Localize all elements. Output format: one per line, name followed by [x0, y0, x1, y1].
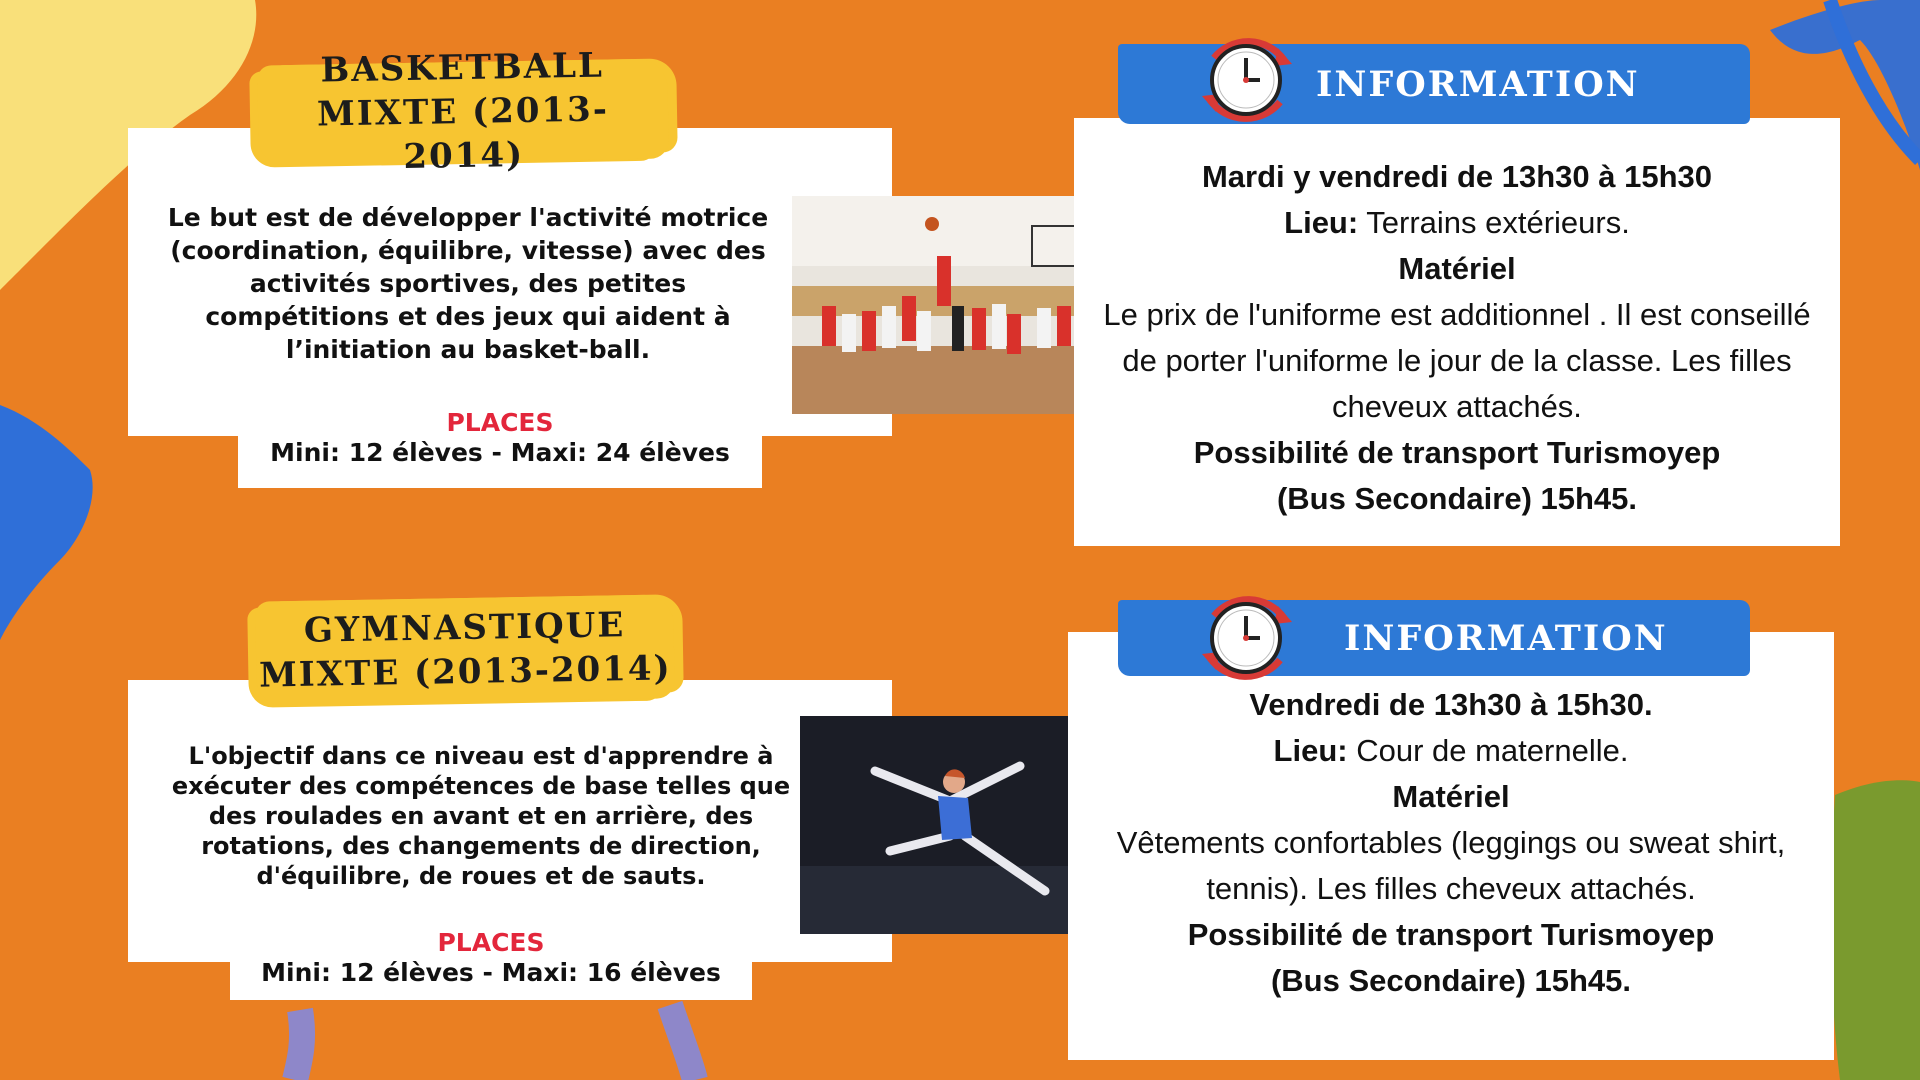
basketball-title-line1: BASKETBALL	[320, 45, 605, 91]
gymnastics-title-line1: GYMNASTIQUE	[303, 605, 626, 651]
gymnastics-info-body	[1068, 682, 1834, 1004]
basketball-info-header-label: INFORMATION	[1316, 63, 1640, 105]
gymnastics-title-banner	[255, 594, 675, 705]
basketball-places-box	[238, 404, 762, 488]
gymnastics-lieu-label: Lieu:	[1273, 733, 1348, 768]
basketball-transport-line1: Possibilité de transport Turismoyep	[1193, 435, 1721, 470]
basketball-info-card	[1074, 118, 1840, 546]
gymnastics-clock-icon	[1196, 588, 1296, 688]
gymnastics-description: L'objectif dans ce niveau est d'apprendre à exécuter des compétences de base telles que des roulades en avant et en arrière, des rotations, des changements de direction, d'équilibre, de roues et de sauts.	[171, 742, 791, 890]
gymnastics-transport-line1: Possibilité de transport Turismoyep	[1187, 917, 1715, 952]
basketball-lieu-value: Terrains extérieurs.	[1358, 205, 1630, 240]
gymnastics-lieu-value: Cour de maternelle.	[1347, 733, 1629, 768]
gymnastics-info-card	[1068, 632, 1834, 1060]
basketball-photo	[792, 196, 1110, 414]
gymnastics-title-line2: MIXTE (2013-2014)	[258, 648, 672, 696]
gymnastics-lieu	[1108, 728, 1794, 774]
basketball-schedule: Mardi y vendredi de 13h30 à 15h30	[1201, 159, 1713, 194]
gymnastics-places-label: PLACES	[437, 928, 545, 957]
lavender-stroke-right	[670, 1005, 695, 1080]
basketball-materiel-label: Matériel	[1398, 251, 1516, 286]
gymnastics-materiel-text: Vêtements confortables (leggings ou sweat shirt, tennis). Les filles cheveux attachés.	[1116, 825, 1786, 906]
basketball-description: Le but est de développer l'activité motrice (coordination, équilibre, vitesse) avec des activités sportives, des petites compétitions et des jeux qui aident à l’initiation au basket-ball.	[167, 203, 769, 364]
gymnastics-places-box	[230, 928, 752, 1000]
basketball-lieu-label: Lieu:	[1284, 205, 1359, 240]
basketball-title-banner	[257, 45, 669, 178]
basketball-info-body	[1074, 154, 1840, 522]
basketball-title-line2: MIXTE (2013-2014)	[316, 89, 610, 178]
basketball-players-photo-icon	[792, 196, 1110, 414]
basketball-materiel-text: Le prix de l'uniforme est additionnel . Il est conseillé de porter l'uniforme le jour de la classe. Les filles cheveux attachés.	[1103, 297, 1811, 424]
gymnastics-info-header-label: INFORMATION	[1344, 617, 1668, 659]
gymnastics-transport-line2: (Bus Secondaire) 15h45.	[1270, 963, 1632, 998]
lavender-stroke-left	[295, 1010, 302, 1080]
basketball-clock-icon	[1196, 30, 1296, 130]
basketball-transport-line2: (Bus Secondaire) 15h45.	[1276, 481, 1638, 516]
basketball-lieu	[1102, 200, 1812, 246]
basketball-places-value: Mini: 12 élèves - Maxi: 24 élèves	[270, 438, 730, 467]
gymnastics-materiel-label: Matériel	[1392, 779, 1510, 814]
blue-brush-shape-left	[0, 405, 93, 640]
gymnastics-places-value: Mini: 12 élèves - Maxi: 16 élèves	[261, 958, 721, 987]
green-brush-shape	[1831, 780, 1920, 1080]
gymnastics-schedule: Vendredi de 13h30 à 15h30.	[1249, 687, 1653, 722]
basketball-places-label: PLACES	[446, 408, 554, 437]
